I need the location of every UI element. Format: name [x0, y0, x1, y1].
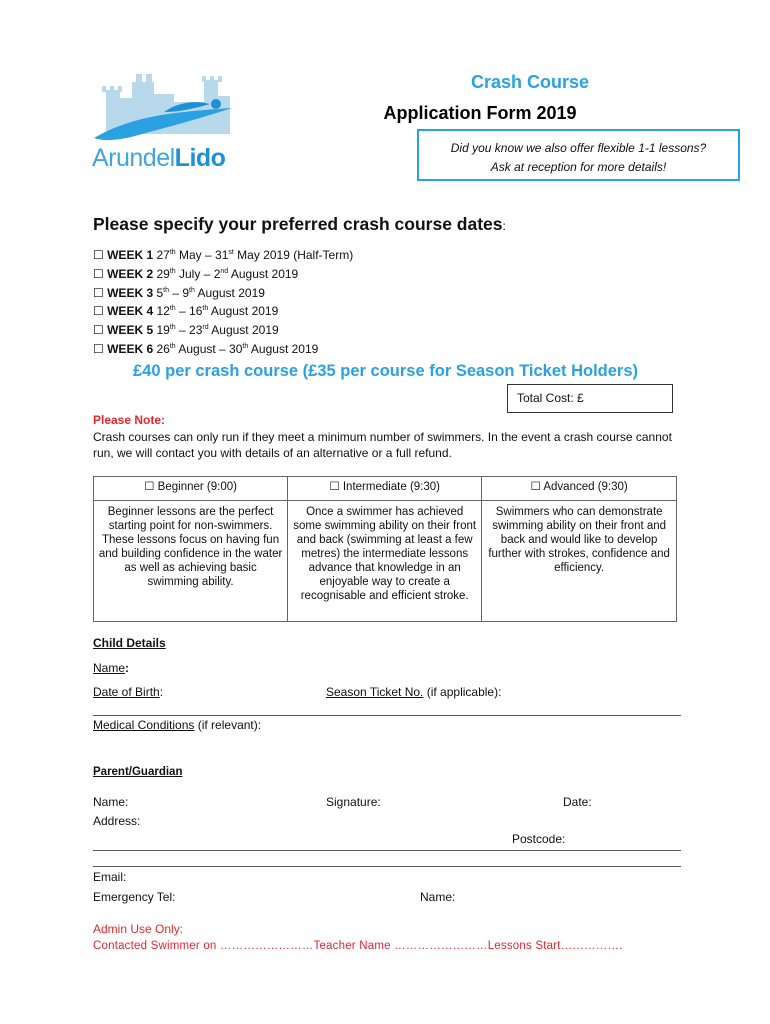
week-suffix: th [169, 267, 176, 275]
parent-name-field[interactable]: Name: [93, 795, 129, 809]
level-desc-advanced: Swimmers who can demonstrate swimming ability on their front and back and would like to develop further with strokes, confidence and efficiency. [482, 501, 677, 622]
note-heading: Please Note: [93, 413, 166, 427]
week-suffix: th [163, 286, 169, 294]
child-name-label: Name [93, 661, 126, 675]
note-body: Crash courses can only run if they meet a minimum number of swimmers. In the event a crash course cannot run, we will contact you with details of an alternative or a full refund. [93, 430, 672, 460]
level-option-intermediate[interactable]: ☐ Intermediate (9:30) [288, 477, 482, 501]
level-option-beginner[interactable]: ☐ Beginner (9:00) [94, 477, 288, 501]
total-cost-field[interactable]: Total Cost: £ [507, 384, 673, 413]
medical-suffix: (if relevant): [194, 718, 262, 732]
week-option[interactable] [93, 302, 353, 321]
week-label: WEEK 3 [107, 285, 154, 300]
week-option[interactable] [93, 246, 353, 265]
child-name-colon: : [125, 661, 130, 675]
level-desc-beginner: Beginner lessons are the perfect starting point for non-swimmers. These lessons focus on having fun and building confidence in the water as well as achieving basic swimming ability. [94, 501, 288, 622]
week-mid: July – 2 [175, 266, 221, 281]
week-suffix: th [169, 342, 176, 350]
week-suffix: th [169, 324, 176, 332]
logo-text-lido: Lido [174, 144, 226, 172]
week-suffix: th [169, 305, 176, 313]
season-ticket-field[interactable] [326, 685, 501, 699]
dates-heading-colon: : [502, 219, 506, 233]
child-name-field[interactable] [93, 661, 129, 675]
checkbox-icon[interactable]: ☐ [93, 266, 104, 281]
week-option[interactable] [93, 265, 353, 284]
admin-heading: Admin Use Only: [93, 922, 184, 936]
week-day: 26 [156, 341, 170, 356]
week-mid: May – 31 [175, 248, 229, 262]
week-rest: August 2019 [248, 341, 319, 356]
week-mid: – 16 [175, 304, 203, 319]
page-subtitle: Application Form 2019 [383, 103, 577, 123]
week-options-list [93, 246, 353, 359]
week-suffix: th [169, 249, 176, 256]
logo-wordmark [92, 144, 225, 173]
checkbox-icon[interactable]: ☐ [93, 304, 104, 319]
week-day: 12 [156, 304, 170, 319]
week-day: 5 [156, 285, 164, 300]
child-dob-colon: : [159, 685, 164, 699]
checkbox-icon[interactable]: ☐ [93, 248, 104, 262]
medical-label: Medical Conditions [93, 718, 195, 732]
week-label: WEEK 1 [107, 248, 154, 262]
page-title: Crash Course [470, 72, 590, 92]
emergency-name-field[interactable]: Name: [420, 890, 456, 904]
level-desc-intermediate: Once a swimmer has achieved some swimming ability on their front and back (swimming at least a few metres) the intermediate lessons advance that knowledge in an enjoyable way to create a recognisable and efficient stroke. [288, 501, 482, 622]
week-label: WEEK 6 [107, 341, 154, 356]
child-dob-label: Date of Birth [93, 685, 160, 699]
week-label: WEEK 4 [107, 304, 154, 319]
dates-heading [93, 214, 506, 235]
week-option[interactable] [93, 284, 353, 303]
week-rest: August 2019 [194, 285, 265, 300]
season-ticket-suffix: (if applicable): [423, 685, 502, 699]
info-line-2: Ask at reception for more details! [490, 160, 667, 174]
week-suffix: rd [202, 324, 209, 332]
medical-conditions-field[interactable] [93, 718, 261, 732]
week-label: WEEK 2 [107, 266, 154, 281]
info-line-1: Did you know we also offer flexible 1-1 lessons? [450, 141, 707, 155]
postcode-field[interactable]: Postcode: [512, 832, 566, 846]
week-option[interactable] [93, 321, 353, 340]
email-field[interactable]: Email: [93, 870, 127, 884]
week-suffix: th [189, 286, 195, 294]
dates-heading-text: Please specify your preferred crash course dates [93, 214, 503, 234]
week-rest: May 2019 (Half-Term) [233, 248, 354, 262]
week-suffix: th [242, 342, 249, 350]
week-mid: – 23 [175, 323, 203, 338]
course-levels-table [93, 476, 677, 622]
checkbox-icon[interactable]: ☐ [93, 341, 104, 356]
info-box [417, 129, 740, 181]
emergency-tel-field[interactable]: Emergency Tel: [93, 890, 176, 904]
child-dob-field[interactable] [93, 685, 163, 699]
table-row [94, 477, 677, 501]
season-ticket-label: Season Ticket No. [326, 685, 424, 699]
child-details-heading: Child Details [93, 636, 166, 650]
level-option-advanced[interactable]: ☐ Advanced (9:30) [482, 477, 677, 501]
signature-field[interactable]: Signature: [326, 795, 381, 809]
week-rest: August 2019 [208, 304, 279, 319]
checkbox-icon[interactable]: ☐ [93, 285, 104, 300]
week-day: 29 [156, 266, 170, 281]
week-rest: August 2019 [228, 266, 299, 281]
date-field[interactable]: Date: [563, 795, 592, 809]
week-suffix: st [228, 249, 234, 256]
parent-heading: Parent/Guardian [93, 766, 183, 778]
week-rest: August 2019 [208, 323, 279, 338]
checkbox-icon[interactable]: ☐ [93, 323, 104, 338]
address-field[interactable]: Address: [93, 814, 141, 828]
price-banner: £40 per crash course (£35 per course for Season Ticket Holders) [133, 362, 638, 380]
logo-text-arundel: Arundel [92, 144, 175, 172]
week-mid: – 9 [169, 285, 190, 300]
table-row [94, 501, 677, 622]
week-option[interactable] [93, 340, 353, 359]
admin-line: Contacted Swimmer on ……………………Teacher Name ……………………Lessons Start……………. [93, 940, 623, 952]
divider [93, 866, 681, 867]
week-day: 19 [156, 323, 170, 338]
week-label: WEEK 5 [107, 323, 154, 338]
week-suffix: nd [220, 267, 229, 275]
divider [93, 850, 681, 851]
divider [93, 715, 681, 716]
week-suffix: th [202, 305, 209, 313]
week-day: 27 [156, 248, 170, 262]
week-mid: August – 30 [175, 341, 243, 356]
